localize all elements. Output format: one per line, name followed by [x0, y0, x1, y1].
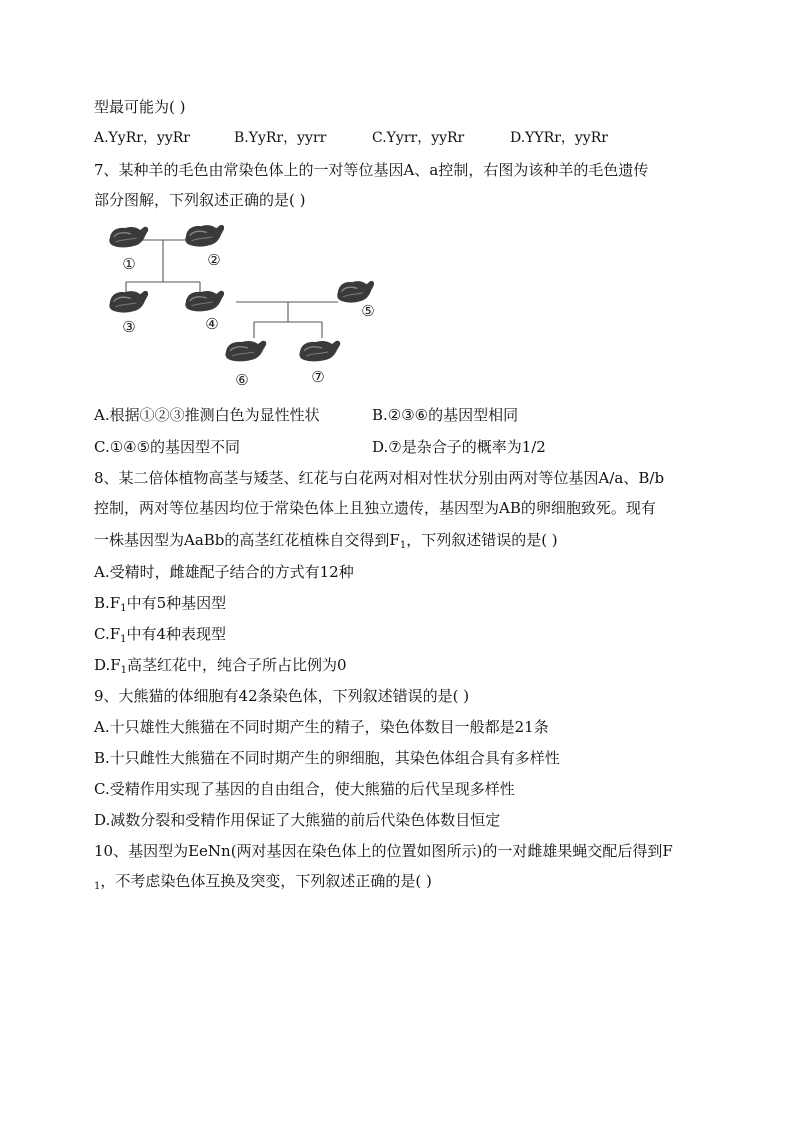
- q8-option-d-post: 高茎红花中，纯合子所占比例为0: [127, 656, 347, 674]
- q8-option-b-post: 中有5种基因型: [126, 594, 227, 612]
- q8-stem-line-3-pre: 一株基因型为AaBb的高茎红花植株自交得到F: [94, 531, 400, 549]
- sheep-4-icon: [185, 291, 224, 312]
- q8-option-b-sub: 1: [120, 603, 127, 614]
- q7-stem-line-2: 部分图解，下列叙述正确的是( ): [94, 191, 306, 209]
- q8-option-b[interactable]: [94, 593, 226, 613]
- pedigree-label-2: ②: [207, 251, 221, 269]
- q8-option-c-sub: 1: [120, 634, 127, 645]
- q7-option-d[interactable]: D.⑦是杂合子的概率为1/2: [372, 438, 546, 456]
- q10-stem-line-2: [94, 871, 432, 891]
- pedigree-label-4: ④: [205, 315, 219, 333]
- pedigree-lines: [126, 240, 338, 338]
- q7-option-c[interactable]: C.①④⑤的基因型不同: [94, 438, 241, 456]
- pedigree-label-7: ⑦: [311, 368, 325, 386]
- q6-options: [94, 127, 714, 147]
- q8-option-c-post: 中有4种表现型: [126, 625, 227, 643]
- q8-option-a[interactable]: A.受精时，雌雄配子结合的方式有12种: [94, 563, 354, 581]
- q8-stem-f1-sub: 1: [399, 540, 407, 551]
- q10-f1-sub: 1: [94, 881, 101, 892]
- sheep-3-icon: [109, 291, 148, 313]
- pedigree-label-3: ③: [122, 318, 136, 336]
- q8-option-d[interactable]: [94, 655, 347, 675]
- sheep-1-icon: [109, 227, 148, 248]
- pedigree-label-5: ⑤: [361, 302, 375, 320]
- q9-option-a[interactable]: A.十只雄性大熊猫在不同时期产生的精子，染色体数目一般都是21条: [94, 718, 549, 736]
- q7-option-a[interactable]: A.根据①②③推测白色为显性性状: [94, 406, 320, 424]
- q9-option-c[interactable]: C.受精作用实现了基因的自由组合，使大熊猫的后代呈现多样性: [94, 780, 515, 798]
- sheep-5-icon: [337, 281, 374, 303]
- sheep-6-icon: [225, 341, 266, 362]
- q6-option-c[interactable]: C.Yyrr，yyRr: [372, 130, 465, 146]
- q8-option-b-pre: B.F: [94, 594, 121, 612]
- sheep-7-icon: [299, 341, 340, 362]
- pedigree-label-1: ①: [122, 255, 136, 273]
- q6-option-d[interactable]: D.YYRr，yyRr: [510, 130, 608, 146]
- q9-option-d[interactable]: D.减数分裂和受精作用保证了大熊猫的前后代染色体数目恒定: [94, 811, 501, 829]
- q6-option-b[interactable]: B.YyRr，yyrr: [234, 130, 327, 146]
- q9-stem: 9、大熊猫的体细胞有42条染色体，下列叙述错误的是( ): [94, 687, 470, 705]
- q8-option-d-pre: D.F: [94, 656, 121, 674]
- q8-stem-line-1: 8、某二倍体植物高茎与矮茎、红花与白花两对相对性状分别由两对等位基因A/a、B/b: [94, 469, 665, 487]
- q6-option-a[interactable]: A.YyRr，yyRr: [94, 130, 190, 146]
- q8-option-c[interactable]: [94, 624, 226, 644]
- q10-stem-line-1: 10、基因型为EeNn(两对基因在染色体上的位置如图所示)的一对雌雄果蝇交配后得到F: [94, 842, 673, 860]
- q8-option-d-sub: 1: [120, 665, 128, 676]
- sheep-2-icon: [185, 225, 224, 247]
- pedigree-label-6: ⑥: [235, 371, 249, 389]
- q7-option-b[interactable]: B.②③⑥的基因型相同: [372, 406, 519, 424]
- q8-stem-line-3: [94, 530, 558, 550]
- q9-option-b[interactable]: B.十只雌性大熊猫在不同时期产生的卵细胞，其染色体组合具有多样性: [94, 749, 560, 767]
- q8-stem-line-2: 控制，两对等位基因均位于常染色体上且独立遗传，基因型为AB的卵细胞致死。现有: [94, 499, 656, 517]
- q8-stem-line-3-post: ，下列叙述错误的是( ): [406, 531, 558, 549]
- sheep-pedigree-diagram: [96, 216, 396, 391]
- q10-stem-line-2-post: ，不考虑染色体互换及突变，下列叙述正确的是( ): [100, 872, 432, 890]
- q6-stem-tail: 型最可能为( ): [94, 98, 186, 116]
- q8-option-c-pre: C.F: [94, 625, 121, 643]
- q7-stem-line-1: 7、某种羊的毛色由常染色体上的一对等位基因A、a控制，右图为该种羊的毛色遗传: [94, 161, 649, 179]
